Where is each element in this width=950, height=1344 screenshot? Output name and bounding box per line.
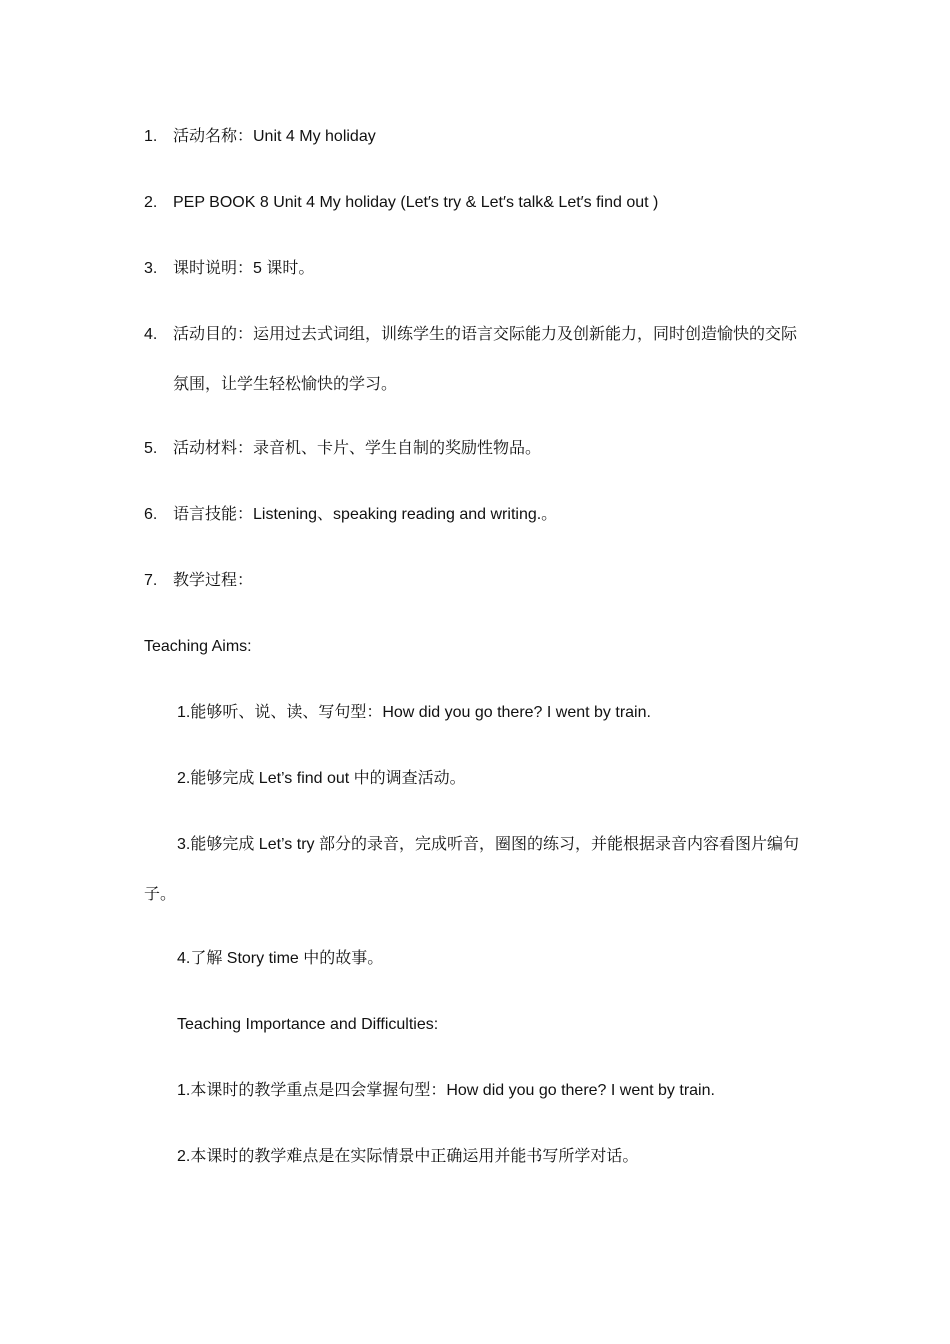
- list-number: 4.: [144, 326, 158, 343]
- aim-point-1: 1.能够听、说、读、写句型：How did you go there? I went by train.: [177, 704, 651, 721]
- aim-point-4: 4.了解 Story time 中的故事。: [177, 950, 384, 967]
- list-item-6: [144, 504, 557, 526]
- list-number: 3.: [144, 260, 158, 277]
- list-text: PEP BOOK 8 Unit 4 My holiday (Let′s try & Let′s talk& Let′s find out ): [173, 194, 659, 211]
- importance-heading: Teaching Importance and Difficulties:: [177, 1016, 439, 1033]
- list-item-4: [144, 324, 797, 346]
- aim-point-3-continuation: 子。: [144, 886, 177, 903]
- list-number: 1.: [144, 128, 158, 145]
- list-item-5: [144, 438, 541, 460]
- list-text: 活动目的：运用过去式词组，训练学生的语言交际能力及创新能力，同时创造愉快的交际: [173, 326, 798, 343]
- importance-point-2: 2.本课时的教学难点是在实际情景中正确运用并能书写所学对话。: [177, 1148, 639, 1165]
- importance-point-1: 1.本课时的教学重点是四会掌握句型：How did you go there? I went by train.: [177, 1082, 715, 1099]
- list-item-1: [144, 126, 376, 148]
- list-item-4-continuation: 氛围，让学生轻松愉快的学习。: [173, 376, 398, 393]
- list-text: 活动名称：Unit 4 My holiday: [173, 128, 376, 145]
- list-text: 活动材料：录音机、卡片、学生自制的奖励性物品。: [173, 440, 542, 457]
- list-text: 语言技能：Listening、speaking reading and writing.。: [173, 506, 558, 523]
- list-item-7: [144, 570, 253, 592]
- aim-point-3: 3.能够完成 Let’s try 部分的录音，完成听音，圈图的练习，并能根据录音内容看图片编句: [177, 836, 799, 853]
- aim-point-2: 2.能够完成 Let’s find out 中的调查活动。: [177, 770, 466, 787]
- list-number: 7.: [144, 572, 158, 589]
- list-text: 课时说明：5 课时。: [173, 260, 315, 277]
- teaching-aims-heading: Teaching Aims:: [144, 638, 252, 655]
- list-item-2: [144, 192, 658, 214]
- list-item-3: [144, 258, 314, 280]
- list-number: 6.: [144, 506, 158, 523]
- list-text: 教学过程：: [173, 572, 254, 589]
- list-number: 2.: [144, 194, 158, 211]
- list-number: 5.: [144, 440, 158, 457]
